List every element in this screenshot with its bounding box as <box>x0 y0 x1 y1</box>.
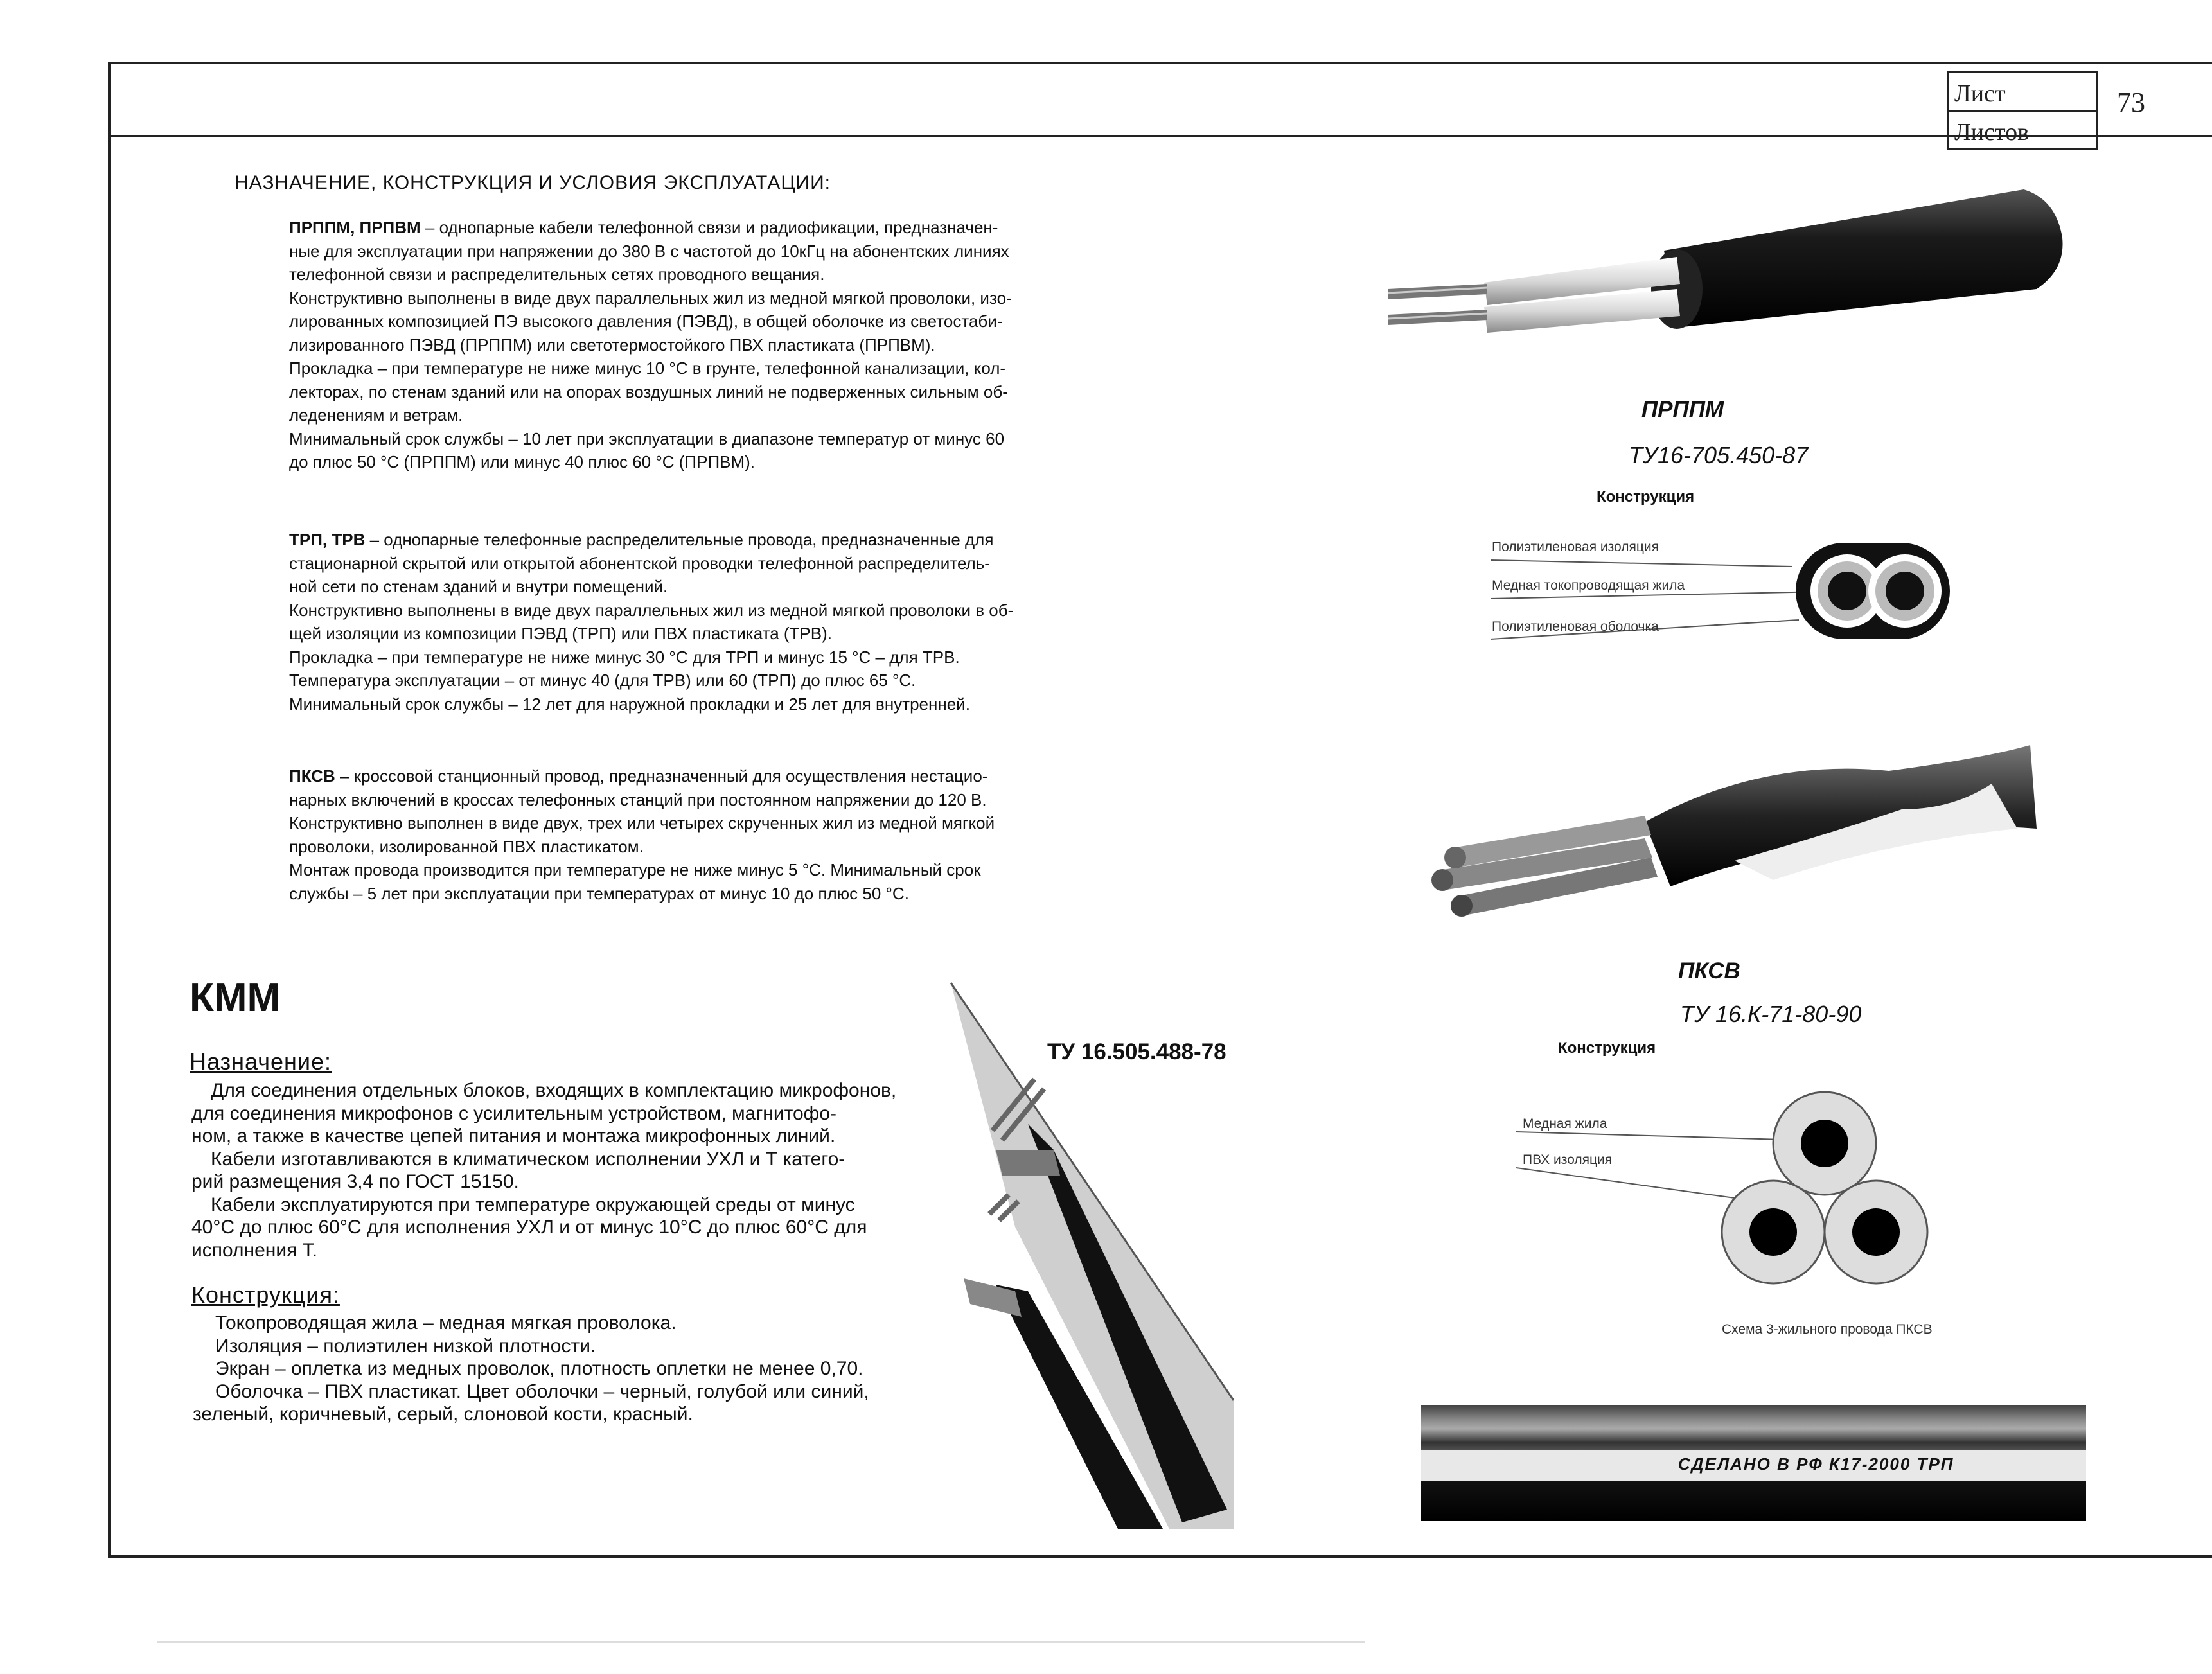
pksv-cable-photo <box>1375 732 2094 938</box>
prppm-label-insulation: Полиэтиленовая изоляция <box>1492 540 1659 554</box>
pksv-name: ПКСВ <box>289 766 335 786</box>
prppm-figure-title: ПРППМ <box>1641 397 1724 422</box>
section-title: НАЗНАЧЕНИЕ, КОНСТРУКЦИЯ И УСЛОВИЯ ЭКСПЛУАТАЦИИ: <box>234 172 831 193</box>
bottom-scan-line <box>157 1641 1365 1643</box>
prppm-label-sheath: Полиэтиленовая оболочка <box>1492 619 1659 634</box>
header-rule <box>108 135 2212 137</box>
page-number: 73 <box>2117 87 2145 118</box>
prppm-construction-heading: Конструкция <box>1597 488 1695 506</box>
trp-name: ТРП, ТРВ <box>289 530 366 549</box>
kmm-construction-heading: Конструкция: <box>191 1282 340 1308</box>
prppm-label-core: Медная токопроводящая жила <box>1492 578 1685 593</box>
prppm-figure-tu: ТУ16-705.450-87 <box>1629 442 1809 468</box>
bottom-rule-extension <box>2056 1556 2212 1558</box>
pksv-label-insulation: ПВХ изоляция <box>1523 1152 1613 1167</box>
pksv-figure-tu: ТУ 16.К-71-80-90 <box>1680 1001 1862 1027</box>
kmm-purpose-text: Для соединения отдельных блоков, входящих в комплектацию микрофонов, для соединения микрофонов с усилительным устройством, магнитофо- ном, а также в качестве цепей питания и монтажа микрофонных линий. Кабели изготавливаются в климатическом исполнении УХЛ и Т катего- рий размещения 3,4 по ГОСТ 15150. Кабели эксплуатируются при температуре окружающей среды от минус 40°С до плюс 60°С для исполнения УХЛ и от минус 10°С до плюс 60°С для исполнения Т. <box>191 1080 897 1261</box>
prppm-description: ПРППМ, ПРПВМ – однопарные кабели телефонной связи и радиофикации, предназначен- ные для эксплуатации при напряжении до 380 В с частотой до 10кГц на абонентских линиях телефонной связи и распределительных сетях проводного вещания. Конструктивно выполнены в виде двух параллельных жил из медной мягкой проволоки, изо- лированных композицией ПЭ высокого давления (ПЭВД), в общей оболочке из светостаби- лизированного ПЭВД (ПРППМ) или светотермостойкого ПВХ пластиката (ПРПВМ). Прокладка – при температуре не ниже минус 10 °С в грунте, телефонной канализации, кол- лекторах, по стенам зданий или на опорах воздушных линий не подверженных сильным об- леденениям и ветрам. Минимальный срок службы – 10 лет при эксплуатации в диапазоне температур от минус 60 до плюс 50 °С (ПРППМ) или минус 40 плюс 60 °С (ПРПВМ). <box>289 218 1012 471</box>
kmm-purpose-heading: Назначение: <box>190 1048 332 1075</box>
prppm-name: ПРППМ, ПРПВМ <box>289 218 421 237</box>
pksv-figure-title: ПКСВ <box>1678 958 1740 983</box>
pksv-description: ПКСВ – кроссовой станционный провод, предназначенный для осуществления нестацио- нарных включений в кроссах телефонных станций при постоянном напряжении до 120 В. Конструктивно выполнен в виде двух, трех или четырех скрученных жил из медной мягкой проволоки, изолированной ПВХ пластикатом. Монтаж провода производится при температуре не ниже минус 5 °С. Минимальный срок службы – 5 лет при эксплуатации при температурах от минус 10 до плюс 50 °С. <box>289 766 995 903</box>
kmm-tu: ТУ 16.505.488-78 <box>1047 1039 1226 1064</box>
sheet-label: Лист <box>1954 80 2006 107</box>
trp-marking-photo <box>1421 1405 2086 1521</box>
trp-description: ТРП, ТРВ – однопарные телефонные распределительные провода, предназначенные для стационарной скрытой или открытой абонентской проводки телефонной распределитель- ной сети по стенам зданий и внутри помещений. Конструктивно выполнены в виде двух параллельных жил из медной мягкой проволоки в об- щей изоляции из композиции ПЭВД (ТРП) или ПВХ пластиката (ТРВ). Прокладка – при температуре не ниже минус 30 °С для ТРП и минус 15 °С – для ТРВ. Температура эксплуатации – от минус 40 (для ТРВ) или 60 (ТРП) до плюс 65 °С. Минимальный срок службы – 12 лет для наружной прокладки и 25 лет для внутренней. <box>289 530 1014 714</box>
trp-marking-text: СДЕЛАНО В РФ К17-2000 ТРП <box>1678 1454 1954 1474</box>
sheets-label: Листов <box>1954 119 2030 146</box>
kmm-title: КММ <box>190 976 281 1020</box>
kmm-construction-text: Токопроводящая жила – медная мягкая проволока. Изоляция – полиэтилен низкой плотности. Экран – оплетка из медных проволок, плотность оплетки не менее 0,70. Оболочка – ПВХ пластикат. Цвет оболочки – черный, голубой или синий, зеленый, коричневый, серый, слоновой кости, красный. <box>193 1312 869 1425</box>
prppm-cable-photo <box>1375 173 2094 366</box>
pksv-scheme-caption: Схема 3-жильного провода ПКСВ <box>1722 1322 1933 1337</box>
pksv-label-core: Медная жила <box>1523 1116 1607 1131</box>
pksv-construction-heading: Конструкция <box>1558 1039 1656 1057</box>
